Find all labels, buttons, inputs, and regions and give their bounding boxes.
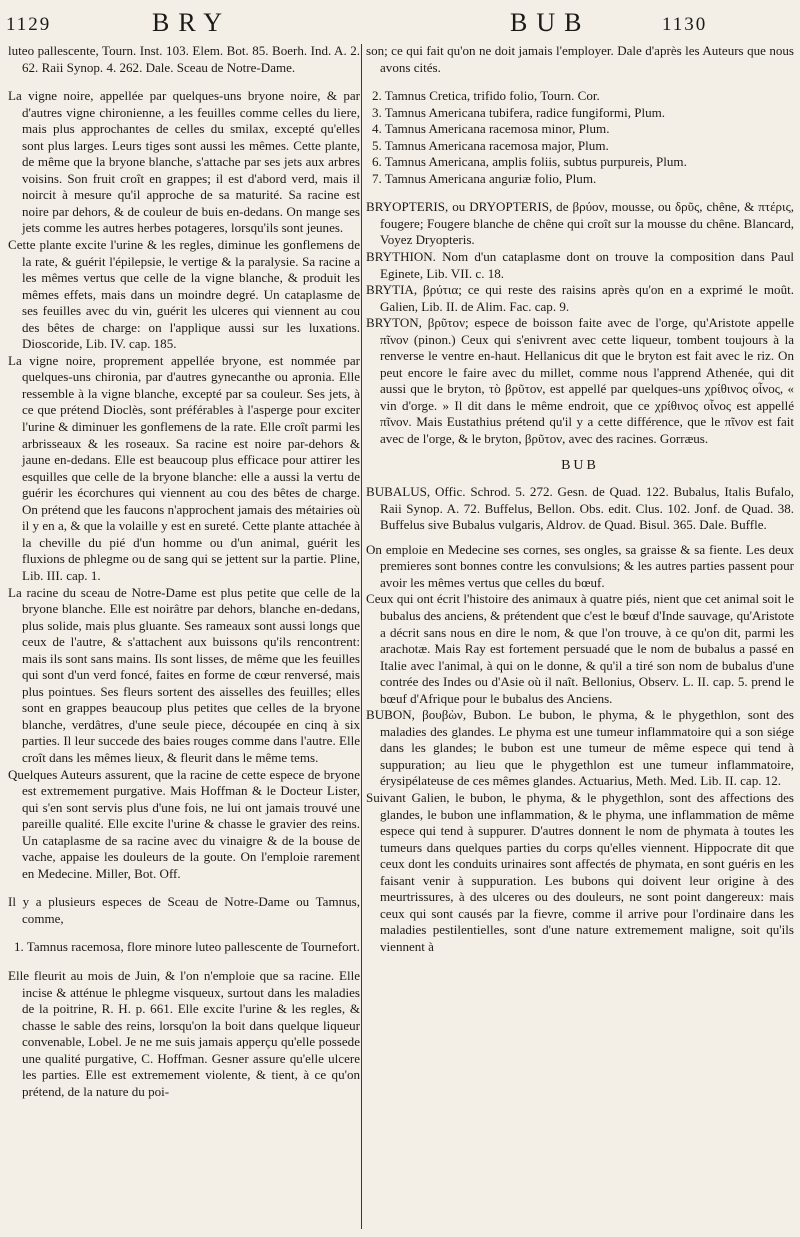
list-item: 6. Tamnus Americana, amplis foliis, subtus purpureis, Plum. bbox=[372, 154, 687, 170]
entry-brythion: BRYTHION. Nom d'un cataplasme dont on trouve la composition dans Paul Eginete, Lib. VII. c. 18. bbox=[366, 249, 794, 281]
list-item: 1. Tamnus racemosa, flore minore luteo pallescente de Tournefort. bbox=[14, 939, 360, 955]
paragraph: Suivant Galien, le bubon, le phyma, & le phygethlon, sont des affections des glandes, le bubon une inflammation, & le phyma, une inflammation de même espece qui tend à suppurer. D'autres donnent le nom de phymata à toutes les tumeurs dans quelques parties du corps qu'elles viennent. Hippocrate dit que ceux dont les conduits urinaires sont affectés de phymata, en sont guéris en les faisant venir à suppuration. Les bubons qui doivent leur origine à des meurtrissures, à des ulceres ou des douleurs, ne sont point dangereux: mais ceux qui sont causés par la fievre, comme il arrive pour l'ordinaire dans les maladies pestilentielles, sont d'une nature extremement maligne, soit qu'ils viennent à bbox=[366, 789, 794, 954]
page-number-right: 1130 bbox=[662, 14, 708, 35]
paragraph: La racine du sceau de Notre-Dame est plus petite que celle de la bryone blanche. Elle est noirâtre par dehors, blanche en-dedans, plus solide, mais plus gluante. Ses rameaux sont aussi longs que ceux de l'autre, & s'attachent aux buissons qu'ils rencontrent: mais ils sont sans mains. Ils sont lisses, de même que les feuilles qui sont d'un verd foncé, faites en forme de cœur renversé, mais plus pointues. Ses fleurs sortent des aisselles des feuilles; elles sont en grappes beaucoup plus petites que celles de la bryone blanche, verdâtres, d'une seule piece, découpée en cinq à six parties. Il leur succede des baies rouges comme dans l'autre. Elle croît dans les mêmes lieux, & fleurit dans le même tems. bbox=[8, 584, 360, 765]
list-item: 5. Tamnus Americana racemosa major, Plum. bbox=[372, 137, 609, 153]
entry-bryton: BRYTON, βρῦτον; espece de boisson faite avec de l'orge, qu'Aristote appelle πῖνον (pinon.) Ceux qui s'enivrent avec cette liqueur, tombent toujours à la renverse le ventre en-haut. Hellanicus dit que le bryton est fait avec le riz. On peut encore le faire avec du millet, comme nous l'apprend Athenée, qui dit aussi que le bryton, τὸ βρῦτον, est appellé par quelques-uns χρίθινος οἶνος, « vin d'orge. » Il dit dans le même endroit, que ce χρίθινος οἶνος est appellé πῖνον. Mais Eustathius prétend qu'il y a cette différence, que le πῖνον est fait avec de l'orge, & le bryton, βρῦτον, avec des racines. Gorræus. bbox=[366, 315, 794, 447]
paragraph: Il y a plusieurs especes de Sceau de Notre-Dame ou Tamnus, comme, bbox=[8, 894, 360, 926]
right-column bbox=[366, 43, 794, 955]
column-divider bbox=[361, 44, 362, 1229]
section-heading: BUB bbox=[561, 457, 599, 473]
list-item: 3. Tamnus Americana tubifera, radice fungiformi, Plum. bbox=[372, 104, 666, 120]
paragraph: Elle fleurit au mois de Juin, & l'on n'emploie que sa racine. Elle incise & atténue le phlegme visqueux, surtout dans les maladies de la poitrine, R. H. p. 661. Elle excite l'urine & les regles, & chasse le sable des reins, lorsqu'on la boit dans quelque liqueur convenable, Lobel. Je ne me suis jamais apperçu qu'elle possede une qualité purgative, C. Hoffman. Gesner assure qu'elle ulcere les parties. Elle est extremement violente, & tient, à ce qu'on prétend, de la nature du poi- bbox=[8, 967, 360, 1099]
list-item: 7. Tamnus Americana anguriæ folio, Plum. bbox=[372, 170, 597, 186]
list-item: 2. Tamnus Cretica, trifido folio, Tourn. Cor. bbox=[372, 88, 600, 104]
paragraph: La vigne noire, proprement appellée bryone, est nommée par quelques-uns chironia, par d'autres gynecanthe ou apronia. Elle ressemble à la vigne blanche, excepté par sa couleur. Ses jets, à ce que prétend Dioclès, sont préférables à l'asperge pour exciter l'urine & diminuer les gonflemens de la rate. Elle croît parmi les arbrisseaux & les roseaux. Sa racine est noire par-dehors & jaune en-dedans. Elle est beaucoup plus efficace pour attirer les esquilles que celle de la bryone blanche: elle a aussi la vertu de guérir les écorchures qui viennent au cou des bêtes de charge. On prétend que les faucons n'approchent jamais des métairies où il y en a, & que la volaille y est en sureté. Cette plante attachée à la cheville du pié d'un homme ou d'un animal, guérit les fluxions de phlegme ou de sang qui se jettent sur la partie. Pline, Lib. III. cap. 1. bbox=[8, 352, 360, 583]
paragraph: Ceux qui ont écrit l'histoire des animaux à quatre piés, nient que cet animal soit le bubalus des anciens, & prétendent que c'est le bœuf d'Inde sauvage, qu'Aristote a décrit sans nous en dire le nom, & que l'on trouve, à ce qu'on dit, parmi les arachotæ. Mais Ray est fortement persuadé que le nom de bubalus a passé en Italie avec l'animal, à qui on le donne, & qu'il a tiré son nom de bubalus d'une contrée des Indes ou d'Asie où il naît. Bellonius, Observ. L. II. cap. 5. prend le bœuf d'Afrique pour le bubalus des Anciens. bbox=[366, 591, 794, 706]
paragraph: On emploie en Medecine ses cornes, ses ongles, sa graisse & sa fiente. Les deux premieres sont bonnes contre les convulsions; & les autres parties passent pour avoir les mêmes vertus que celles du bœuf. bbox=[366, 541, 794, 590]
running-head-right: BUB bbox=[510, 8, 591, 37]
left-column bbox=[8, 43, 360, 1100]
page-number-left: 1129 bbox=[6, 14, 52, 35]
paragraph: La vigne noire, appellée par quelques-uns bryone noire, & par d'autres vigne chironienne, a les feuilles comme celles du liere, mais plus approchantes de celles du smilax, excepté qu'elles sont plus larges. Leurs tiges sont aussi les mêmes. Cette plante, de même que la bryone blanche, s'attache par ses jets aux arbres voisins. Son fruit croît en grappes; il est d'abord verd, mais il noircit à mesure qu'il approche de sa maturité. Sa racine est noire par dehors, & de couleur de buis en-dedans. On mange ses jets comme les autres herbes potageres, lorsqu'ils sont jeunes. bbox=[8, 88, 360, 236]
paragraph: Quelques Auteurs assurent, que la racine de cette espece de bryone est extremement purgative. Mais Hoffman & le Docteur Lister, qui s'en sont servis plus d'une fois, ne lui ont jamais trouvé une pareille qualité. Elle excite l'urine & chasse le gravier des reins. Un cataplasme de sa racine avec du vinaigre & de la bouse de vache, appaise les douleurs de la goute. On l'emploie rarement en Medecine. Miller, Bot. Off. bbox=[8, 766, 360, 881]
entry-bubon: BUBON, βουβὼν, Bubon. Le bubon, le phyma, & le phygethlon, sont des maladies des glandes. Le phyma est une tumeur inflammatoire qui a son siége dans les glandes; le bubon est une tumeur de même espece qui tend à suppuration; au lieu que le phygethlon est une tumeur inflammatoire, érysipélateuse de ces mêmes glandes. Actuarius, Meth. Med. Lib. II. cap. 12. bbox=[366, 707, 794, 789]
running-head-left: BRY bbox=[152, 8, 232, 37]
entry-brytia: BRYTIA, βρύτια; ce qui reste des raisins après qu'on en a exprimé le moût. Galien, Lib. II. de Alim. Fac. cap. 9. bbox=[366, 282, 794, 314]
entry-bubalus: BUBALUS, Offic. Schrod. 5. 272. Gesn. de Quad. 122. Bubalus, Italis Bufalo, Raii Synop. A. 72. Buffelus, Bellon. Obs. edit. Clus. 102. Jonf. de Quad. 38. Buffelus sive Bubalus vulgaris, Aldrov. de Quad. Bisul. 365. Dale. Buffle. bbox=[366, 484, 794, 533]
list-item: 4. Tamnus Americana racemosa minor, Plum. bbox=[372, 121, 610, 137]
paragraph: Cette plante excite l'urine & les regles, diminue les gonflemens de la rate, & guérit l'épilepsie, le vertige & la paralysie. Sa racine a les mêmes vertus que celle de la vigne blanche, & produit les mêmes effets, mais dans un moindre degré. Un cataplasme de ses feuilles avec du vin, guérit les ulceres qui viennent au cou des bêtes de charge: on l'applique aussi sur les luxations. Dioscoride, Lib. IV. cap. 185. bbox=[8, 237, 360, 352]
paragraph: son; ce qui fait qu'on ne doit jamais l'employer. Dale d'après les Auteurs que nous avons cités. bbox=[366, 43, 794, 75]
paragraph: luteo pallescente, Tourn. Inst. 103. Elem. Bot. 85. Boerh. Ind. A. 2. 62. Raii Synop. 4. 262. Dale. Sceau de Notre-Dame. bbox=[8, 43, 360, 75]
entry-bryopteris: BRYOPTERIS, ou DRYOPTERIS, de βρύον, mousse, ou δρῦς, chêne, & πτέρις, fougere; Fougere blanche de chêne qui croît sur la mousse du chêne. Blancard, Voyez Dryopteris. bbox=[366, 199, 794, 248]
